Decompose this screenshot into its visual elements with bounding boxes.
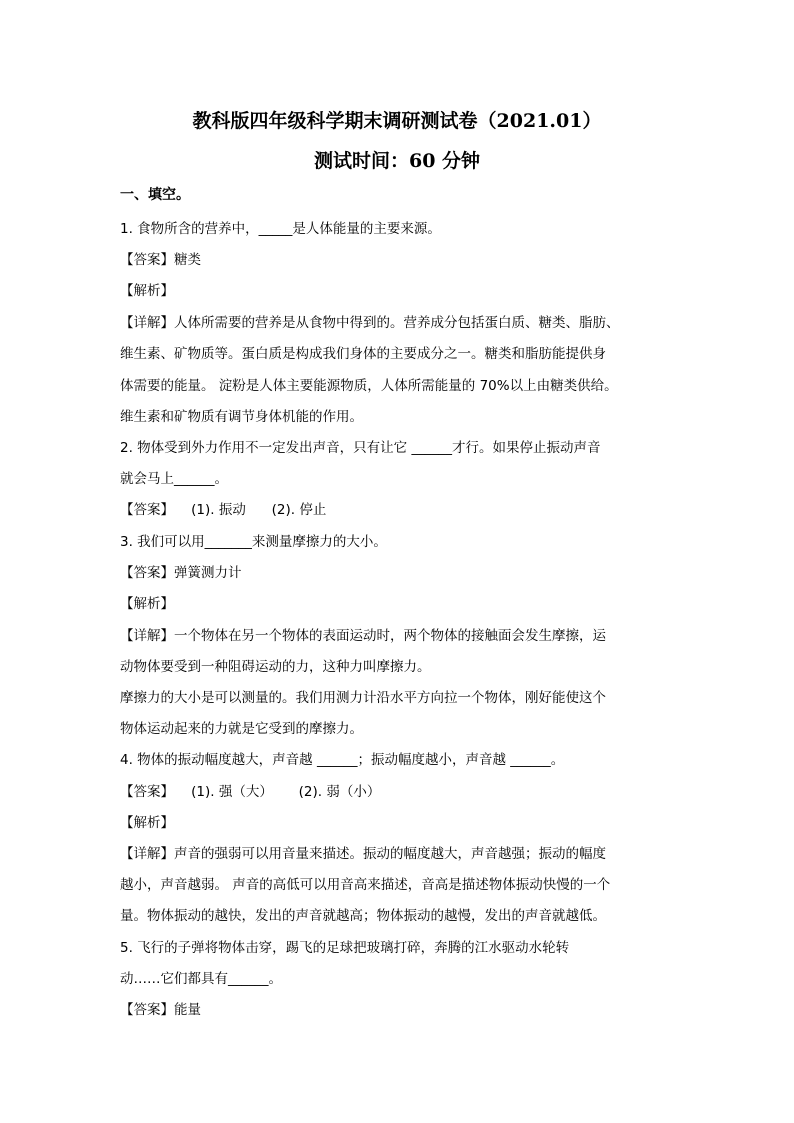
detail-1-line-1: 【详解】人体所需要的营养是从食物中得到的。营养成分包括蛋白质、糖类、脂肪、	[120, 315, 620, 331]
detail-3-line-3: 摩擦力的大小是可以测量的。我们用测力计沿水平方向拉一个物体，刚好能使这个	[120, 690, 606, 706]
answer-4: 【答案】 (1). 强（大） (2). 弱（小）	[120, 784, 381, 800]
page-title: 教科版四年级科学期末调研测试卷（2021.01）	[192, 110, 602, 132]
detail-1-line-4: 维生素和矿物质有调节身体机能的作用。	[120, 409, 363, 425]
analysis-label-1: 【解析】	[120, 283, 174, 299]
detail-3-line-1: 【详解】一个物体在另一个物体的表面运动时，两个物体的接触面会发生摩擦，运	[120, 628, 606, 644]
page-subtitle: 测试时间：60 分钟	[313, 150, 481, 172]
detail-1-line-2: 维生素、矿物质等。蛋白质是构成我们身体的主要成分之一。糖类和脂肪能提供身	[120, 346, 606, 362]
detail-3-line-2: 动物体要受到一种阻碍运动的力，这种力叫摩擦力。	[120, 659, 431, 675]
question-3: 3. 我们可以用_______来测量摩擦力的大小。	[120, 534, 387, 550]
analysis-label-4: 【解析】	[120, 815, 174, 831]
question-2-line-2: 就会马上______。	[120, 471, 228, 487]
question-1: 1. 食物所含的营养中，_____是人体能量的主要来源。	[120, 221, 441, 237]
answer-3: 【答案】弹簧测力计	[120, 565, 242, 581]
detail-4-line-1: 【详解】声音的强弱可以用音量来描述。振动的幅度越大，声音越强；振动的幅度	[120, 846, 606, 862]
detail-3-line-4: 物体运动起来的力就是它受到的摩擦力。	[120, 721, 363, 737]
answer-5: 【答案】能量	[120, 1002, 201, 1018]
section-heading: 一、填空。	[120, 187, 190, 203]
detail-4-line-2: 越小，声音越弱。 声音的高低可以用音高来描述，音高是描述物体振动快慢的一个	[120, 877, 611, 893]
question-5-line-1: 5. 飞行的子弹将物体击穿，踢飞的足球把玻璃打碎，奔腾的江水驱动水轮转	[120, 940, 570, 956]
analysis-label-3: 【解析】	[120, 596, 174, 612]
detail-1-line-3: 体需要的能量。 淀粉是人体主要能源物质，人体所需能量的 70%以上由糖类供给。	[120, 378, 618, 394]
question-2-line-1: 2. 物体受到外力作用不一定发出声音，只有让它 ______才行。如果停止振动声音	[120, 440, 601, 456]
answer-2: 【答案】 (1). 振动 (2). 停止	[120, 502, 327, 518]
detail-4-line-3: 量。物体振动的越快，发出的声音就越高；物体振动的越慢，发出的声音就越低。	[120, 908, 606, 924]
question-5-line-2: 动……它们都具有______。	[120, 971, 282, 987]
answer-1: 【答案】糖类	[120, 252, 201, 268]
question-4: 4. 物体的振动幅度越大，声音越 ______；振动幅度越小，声音越 ______。	[120, 752, 565, 768]
